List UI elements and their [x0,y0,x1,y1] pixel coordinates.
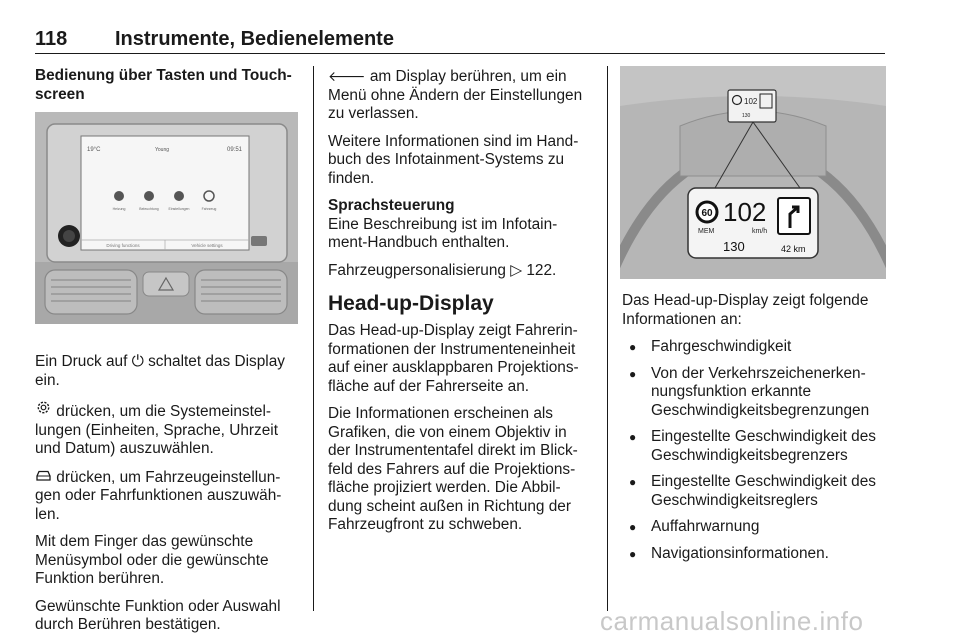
paragraph-settings-text: drücken, um die Systemeinstel-lungen (Einheiten, Sprache, Uhrzeit und Datum) auszuwählen. [35,403,278,457]
column-3 [622,292,887,571]
back-arrow-icon: 🡐 [328,68,366,84]
paragraph-vehicle [35,468,303,525]
app-label-3: Einstellungen [168,207,190,211]
screen-time: 09:51 [227,147,243,153]
paragraph-finger: Mit dem Finger das gewünschte Menüsymbol oder die gewünschte Funktion berühren. [35,533,269,587]
chapter-title: Instrumente, Bedienelemente [115,28,394,50]
hud-small-speed: 102 [744,97,758,106]
hud-info-list [622,338,887,563]
app-label-2: Beleuchtung [139,207,159,211]
hud-paragraph-2: Die Informationen erscheinen als Grafiken, die von einem Objektiv in der Instrumententafel direkt im Blick-feld des Fahrers auf die Projektions-fläche projiziert werden. Die Abbil-dung scheint außen in Richtung der Fahrzeugfront zu schweben. [328,405,578,533]
column-2 [328,67,593,544]
hud-small-cruise: 130 [742,113,751,119]
paragraph-confirm: Gewünschte Funktion oder Auswahl durch Berühren bestätigen. [35,597,281,633]
hud-speed-unit: km/h [752,228,768,235]
list-item: ● Auffahrwarnung [622,518,887,537]
mem-label: MEM [698,228,715,235]
light-icon [144,191,154,201]
hud-info-intro: Das Head-up-Display zeigt folgende Informationen an: [622,292,869,328]
hud-screen-small [728,90,776,122]
head-up-display-image [620,66,886,279]
paragraph-vehicle-text: drücken, um Fahrzeugeinstellun-gen oder Fahrfunktionen auszuwäh-len. [35,468,282,523]
hud-heading: Head-up-Display [328,292,494,315]
app-label-4: Fahrzeug [201,207,217,211]
screen-profile: Young [155,147,169,153]
hud-cruise-speed: 130 [723,239,745,254]
paragraph-more-info: Weitere Informationen sind im Hand-buch des Infotainment-Systems zu finden. [328,132,579,187]
personalization-page-ref[interactable]: 122. [526,261,557,279]
car-icon [35,468,52,487]
hud-speed: 102 [723,197,767,227]
personalization-text: Fahrzeugpersonalisierung [328,261,506,279]
page-header [35,28,885,52]
header-rule [35,53,885,54]
settings-gear-icon [35,399,52,421]
voice-control-heading: Sprachsteuerung [328,197,455,214]
comfort-icon [174,191,184,201]
heater-icon [114,191,124,201]
hud-nav-distance: 42 km [781,244,806,254]
screen-bottom-right: Vehicle settings [191,243,223,248]
list-item: ● Von der Verkehrszeichenerken-nungsfunktion erkannte Geschwindigkeitsbegrenzungen [622,365,887,421]
page-number: 118 [35,28,68,50]
app-label-1: Heizung [112,207,126,211]
speed-limit-value: 60 [701,208,713,219]
paragraph-back [328,67,593,124]
list-item: ● Eingestellte Geschwindigkeit des Geschwindigkeitsreglers [622,473,887,510]
paragraph-settings [35,399,303,459]
paragraph-back-text: am Display berühren, um ein Menü ohne Ändern der Einstellungen zu verlassen. [328,68,583,122]
hud-paragraph-1: Das Head-up-Display zeigt Fahrerin-formationen der Instrumenteneinheit auf einer ausklappbaren Projektions-fläche auf der Fahrerseite an. [328,322,579,395]
voice-control-text: Eine Beschreibung ist im Infotain-ment-Handbuch enthalten. [328,215,558,251]
list-item: ● Eingestellte Geschwindigkeit des Geschwindigkeitsbegrenzers [622,428,887,465]
screen-bottom-left: Driving functions [106,243,140,248]
list-item: ● Navigationsinformationen. [622,545,887,564]
page-ref-triangle-icon: ▷ [510,261,523,279]
column-divider-2 [607,66,608,611]
section-heading-touchscreen: Bedienung über Tasten und Touch-screen [35,67,292,103]
screen-temp: 19°C [87,147,101,153]
paragraph-power: Ein Druck auf ⏻ schaltet das Display ein. [35,353,285,389]
watermark: carmanualsonline.info [600,606,864,636]
voice-section [328,197,593,253]
column-divider-1 [313,66,314,611]
list-item: ● Fahrgeschwindigkeit [622,338,887,357]
infotainment-screen-image [35,112,298,324]
navigation-arrow-icon [778,198,810,234]
paragraph-personalization [328,262,593,281]
